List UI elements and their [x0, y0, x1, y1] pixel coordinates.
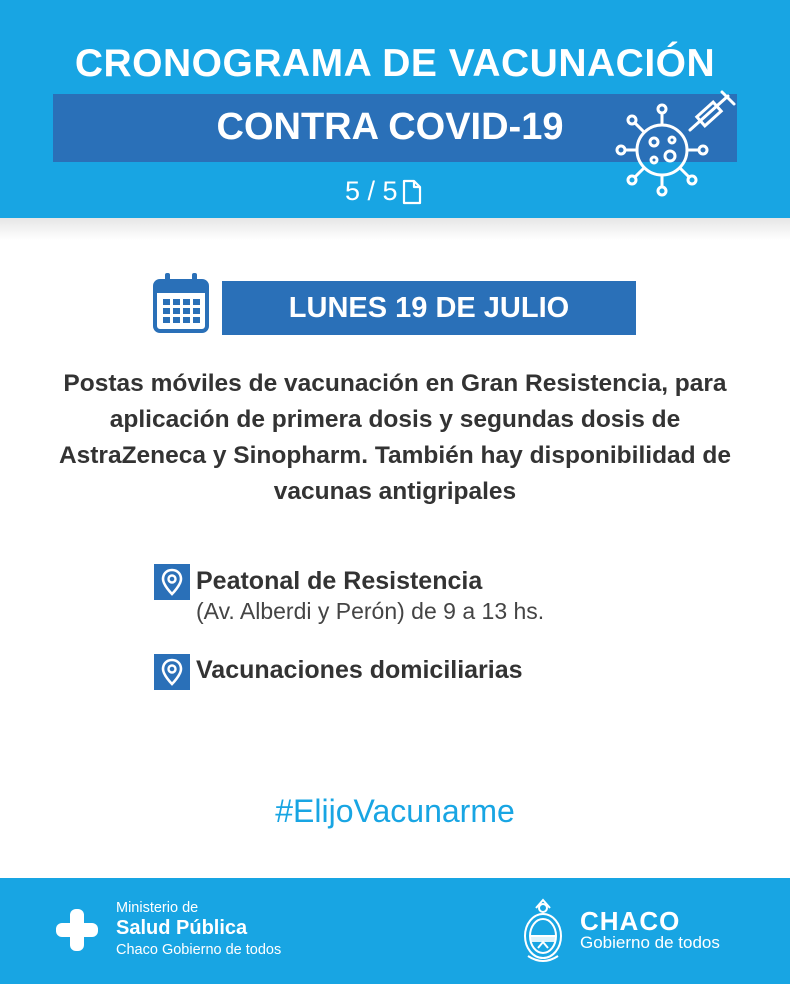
location-pin-icon: [154, 654, 190, 690]
hashtag: #ElijoVacunarme: [275, 793, 515, 829]
page-icon: [402, 179, 422, 205]
page-indicator: [345, 176, 422, 207]
calendar-icon: [152, 271, 210, 335]
header-shadow: [0, 218, 790, 240]
title-line-2: CONTRA COVID-19: [216, 106, 564, 148]
description-text: Postas móviles de vacunación en Gran Resistencia, para aplicación de primera dosis y segundas dosis de AstraZeneca y Sinopharm. También hay disponibilidad de vacunas antigripales: [58, 370, 732, 505]
title-line-1: CRONOGRAMA DE VACUNACIÓN: [74, 42, 716, 85]
date-banner: [222, 281, 636, 335]
province-name: CHACO: [580, 906, 681, 936]
date-label: LUNES 19 DE JULIO: [288, 291, 570, 324]
ministry-line-1: Ministerio de: [116, 900, 199, 916]
ministry-line-2: Salud Pública: [116, 917, 248, 939]
location-1-name: Peatonal de Resistencia: [196, 567, 483, 595]
location-pin-icon: [154, 564, 190, 600]
provincial-seal-icon: [518, 896, 568, 968]
location-2-name: Vacunaciones domiciliarias: [196, 656, 523, 684]
ministry-line-3: Chaco Gobierno de todos: [116, 942, 282, 958]
province-tagline: Gobierno de todos: [580, 933, 720, 952]
location-1-detail: (Av. Alberdi y Perón) de 9 a 13 hs.: [196, 598, 545, 624]
page-indicator-text: 5 / 5: [345, 176, 398, 206]
plus-icon: [54, 907, 100, 953]
virus-syringe-icon: [610, 86, 740, 206]
